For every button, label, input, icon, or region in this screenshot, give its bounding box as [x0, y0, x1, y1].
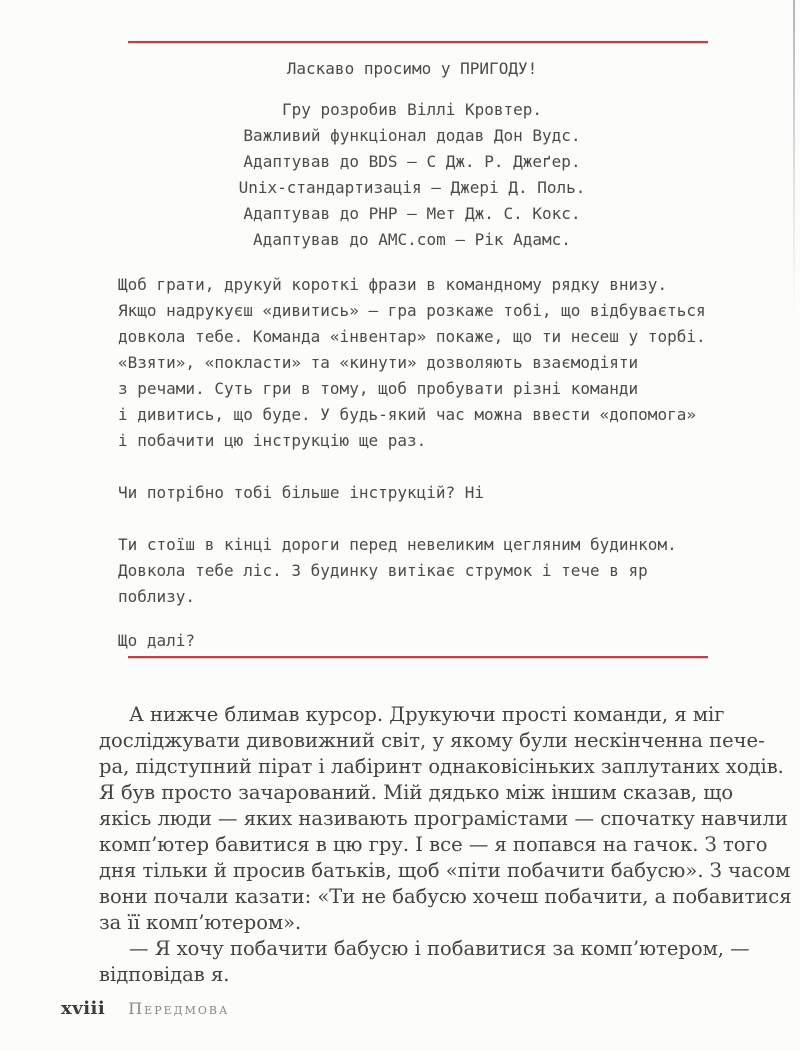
- instruction-line: і дивитись, що буде. У будь-який час можна ввести «допомога»: [118, 405, 696, 424]
- body-paragraph: [99, 936, 750, 988]
- terminal-instructions: [118, 272, 706, 454]
- body-line: досліджувати дивовижний світ, у якому були нескінченна пече-: [99, 729, 765, 752]
- body-line: комп’ютер бавитися в цю гру. І все — я попався на гачок. З того: [99, 833, 768, 856]
- instruction-line: Щоб грати, друкуй короткі фрази в командному рядку внизу.: [118, 275, 668, 294]
- body-line: Я був просто зачарований. Мій дядько між іншим сказав, що: [99, 781, 734, 804]
- body-line: за її комп’ютером».: [99, 911, 302, 934]
- credit-line: Адаптував до AMC.com — Рік Адамс.: [253, 230, 571, 249]
- credit-line: Unix-стандартизація — Джері Д. Поль.: [238, 178, 586, 197]
- credit-line: Адаптував до BDS — С Дж. Р. Джеґер.: [243, 152, 581, 171]
- scene-line: поблизу.: [118, 587, 196, 606]
- page-edge-artifact: [793, 0, 795, 320]
- page-number: xviii: [61, 998, 106, 1019]
- body-line: — Я хочу побачити бабусю і побавитися за комп’ютером, —: [129, 937, 750, 960]
- body-line: А нижче блимав курсор. Друкуючи прості команди, я міг: [129, 703, 725, 726]
- terminal-scene: [118, 532, 706, 610]
- instruction-line: Якщо надрукуєш «дивитись» — гра розкаже тобі, що відбувається: [118, 301, 706, 320]
- scene-line: Довкола тебе ліс. З будинку витікає струмок і тече в яр: [118, 561, 648, 580]
- terminal-title: Ласкаво просимо у ПРИГОДУ!: [286, 59, 538, 78]
- body-line: дня тільки й просив батьків, щоб «піти побачити бабусю». З часом: [99, 859, 791, 882]
- credit-line: Важливий функціонал додав Дон Вудс.: [243, 126, 581, 145]
- body-line: ра, підступний пірат і лабіринт однаковісіньких заплутаних ходів.: [99, 755, 784, 778]
- instruction-line: з речами. Суть гри в тому, щоб пробувати різні команди: [118, 379, 639, 398]
- credit-line: Адаптував до PHP — Мет Дж. С. Кокс.: [243, 204, 581, 223]
- body-line: відповідав я.: [99, 963, 230, 986]
- scene-line: Ти стоїш в кінці дороги перед невеликим цегляним будинком.: [118, 535, 677, 554]
- terminal-question: Чи потрібно тобі більше інструкцій? Ні: [118, 483, 485, 502]
- body-line: якісь люди — яких називають програмістами — спочатку навчили: [99, 807, 788, 830]
- body-text: [99, 702, 792, 988]
- chapter-title: Передмова: [128, 999, 230, 1018]
- instruction-line: «Взяти», «покласти» та «кинути» дозволяють взаємодіяти: [118, 353, 639, 372]
- page-footer: [61, 998, 229, 1019]
- page-content: [99, 0, 792, 988]
- body-line: вони почали казати: «Ти не бабусю хочеш побачити, а побавитися: [99, 885, 792, 908]
- terminal-credits: [118, 97, 706, 253]
- bottom-rule: [128, 656, 708, 658]
- terminal-prompt: Що далі?: [118, 631, 196, 650]
- top-rule: [128, 41, 708, 43]
- instruction-line: довкола тебе. Команда «інвентар» покаже, що ти несеш у торбі.: [118, 327, 706, 346]
- instruction-line: і побачити цю інструкцію ще раз.: [118, 431, 427, 450]
- credit-line: Гру розробив Віллі Кровтер.: [281, 100, 543, 119]
- body-paragraph: [99, 702, 792, 936]
